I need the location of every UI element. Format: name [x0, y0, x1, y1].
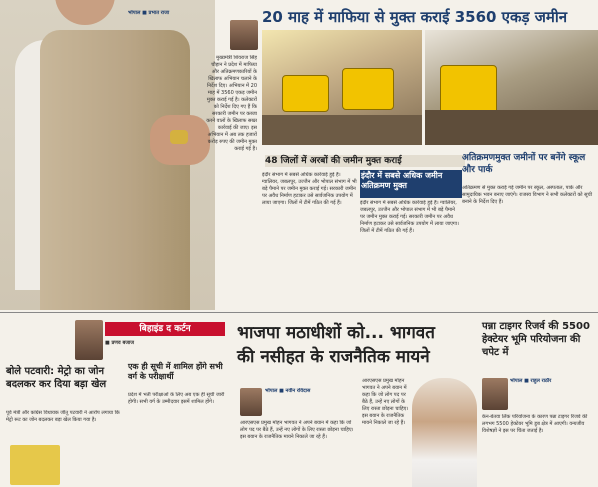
photo-vest — [40, 30, 190, 310]
bhagwat-headline-2: की नसीहत के राजनैतिक मायने — [237, 347, 430, 367]
cartoon-author: ■ प्रणव बजाज — [105, 340, 135, 346]
top-lead-text: मुख्यमंत्री शिवराज सिंह चौहान ने प्रदेश में माफिया और अतिक्रमणकारियों के खिलाफ अभियान चलाने के निर्देश दिए। अभियान में 20 माह में 3560 एकड़ जमीन मुक्त कराई गई है। कलेक्टरों को निर्देश दिए गए हैं कि सरकारी जमीन पर कब्जा करने वालों के खिलाफ सख्त कार्रवाई की जाए। इस अभियान में अब तक हजारों करोड़ रुपए की जमीन मुक्त कराई गई है। — [206, 55, 257, 152]
tiger-byline: भोपाल ■ राहुल राठौर — [510, 378, 552, 384]
bhagwat-byline: भोपाल ■ नवीन रविदास — [265, 388, 311, 394]
patwari-text: पूर्व मंत्री और कांग्रेस विधायक जीतू पटवारी ने आरोप लगाया कि मेट्रो रूट का जोन बदलकर बड़ा खेल किया गया है। — [6, 410, 120, 423]
tiger-text: केन-बेतवा लिंक परियोजना के कारण पन्ना टाइगर रिजर्व की लगभग 5500 हेक्टेयर भूमि डूब क्षेत्र में आएगी। वन्यजीव विशेषज्ञों ने इस पर चिंता जताई है। — [482, 414, 588, 434]
subhead-districts: 48 जिलों में अरबों की जमीन मुक्त कराई — [265, 155, 465, 167]
cartoonist-portrait — [75, 320, 103, 360]
cartoon-label: बिहाइंड द कर्टन — [105, 322, 225, 336]
section-divider — [0, 312, 598, 313]
photo-watch — [170, 130, 188, 144]
rubble-2 — [425, 110, 598, 145]
main-headline: 20 माह में माफिया से मुक्त कराई 3560 एकड़ जमीन — [262, 8, 568, 26]
bhagwat-byline-portrait — [240, 388, 262, 416]
tiger-byline-portrait — [482, 378, 508, 410]
subhead-indore: इंदौर में सबसे अधिक जमीन अतिक्रमण मुक्त — [360, 170, 462, 198]
cm-photo — [0, 0, 215, 310]
photo-head — [55, 0, 115, 25]
bhagwat-text-1: आरएसएस प्रमुख मोहन भागवत ने अपने बयान में कहा कि जो लोग पद पर बैठे हैं, उन्हें नए लोगों के लिए रास्ता छोड़ना चाहिए। इस बयान के राजनैतिक मायने निकाले जा रहे हैं। — [240, 420, 354, 440]
rubble-1 — [262, 115, 422, 145]
tiger-headline: पन्ना टाइगर रिजर्व की 5500 हेक्टेयर भूमि परियोजना की चपेट में — [482, 321, 590, 358]
demolition-photo-2 — [425, 30, 598, 145]
list-text: प्रदेश में भर्ती परीक्षाओं के लिए अब एक ही सूची जारी होगी। सभी वर्ग के उम्मीदवार इसमें शामिल होंगे। — [128, 392, 225, 405]
patwari-headline: बोले पटवारी: मेट्रो का जोन बदलकर कर दिया बड़ा खेल — [6, 366, 107, 390]
right-text: अतिक्रमण से मुक्त कराई गई जमीन पर स्कूल, अस्पताल, पार्क और सामुदायिक भवन बनाए जाएंगे। राजस्व विभाग ने सभी कलेक्टरों को सूची बनाने के निर्देश दिए हैं। — [462, 185, 593, 205]
bulldozer-2 — [342, 68, 394, 110]
top-byline: भोपाल ■ प्रभात राजा — [128, 10, 170, 16]
mid-text-col2: इंदौर संभाग में सबसे अधिक कार्रवाई हुई है। ग्वालियर, जबलपुर, उज्जैन और भोपाल संभाग में भी बड़े पैमाने पर जमीन मुक्त कराई गई। सरकारी जमीन पर अवैध निर्माण हटाकर उसे सार्वजनिक उपयोग में लाया जाएगा। जिलों में टीमें गठित की गई हैं। — [360, 200, 459, 234]
patwari-photo — [10, 445, 60, 485]
mid-text-col1: इंदौर संभाग में सबसे अधिक कार्रवाई हुई है। ग्वालियर, जबलपुर, उज्जैन और भोपाल संभाग में भी बड़े पैमाने पर जमीन मुक्त कराई गई। सरकारी जमीन पर अवैध निर्माण हटाकर उसे सार्वजनिक उपयोग में लाया जाएगा। जिलों में टीमें गठित की गई हैं। — [262, 172, 357, 206]
subhead-scope: अतिक्रमणमुक्त जमीनों पर बनेंगे स्कूल और पार्क — [462, 153, 586, 175]
bhagwat-headline-1: भाजपा मठाधीशों को... भागवत — [237, 323, 435, 343]
bhagwat-text-2: आरएसएस प्रमुख मोहन भागवत ने अपने बयान में कहा कि जो लोग पद पर बैठे हैं, उन्हें नए लोगों के लिए रास्ता छोड़ना चाहिए। इस बयान के राजनैतिक मायने निकाले जा रहे हैं। — [362, 378, 409, 426]
bhagwat-photo — [412, 378, 477, 487]
list-headline: एक ही सूची में शामिल होंगे सभी वर्ग के परीक्षार्थी — [128, 362, 223, 381]
demolition-photo-1 — [262, 30, 422, 145]
bulldozer-1 — [282, 75, 329, 112]
small-portrait-top — [230, 20, 258, 50]
